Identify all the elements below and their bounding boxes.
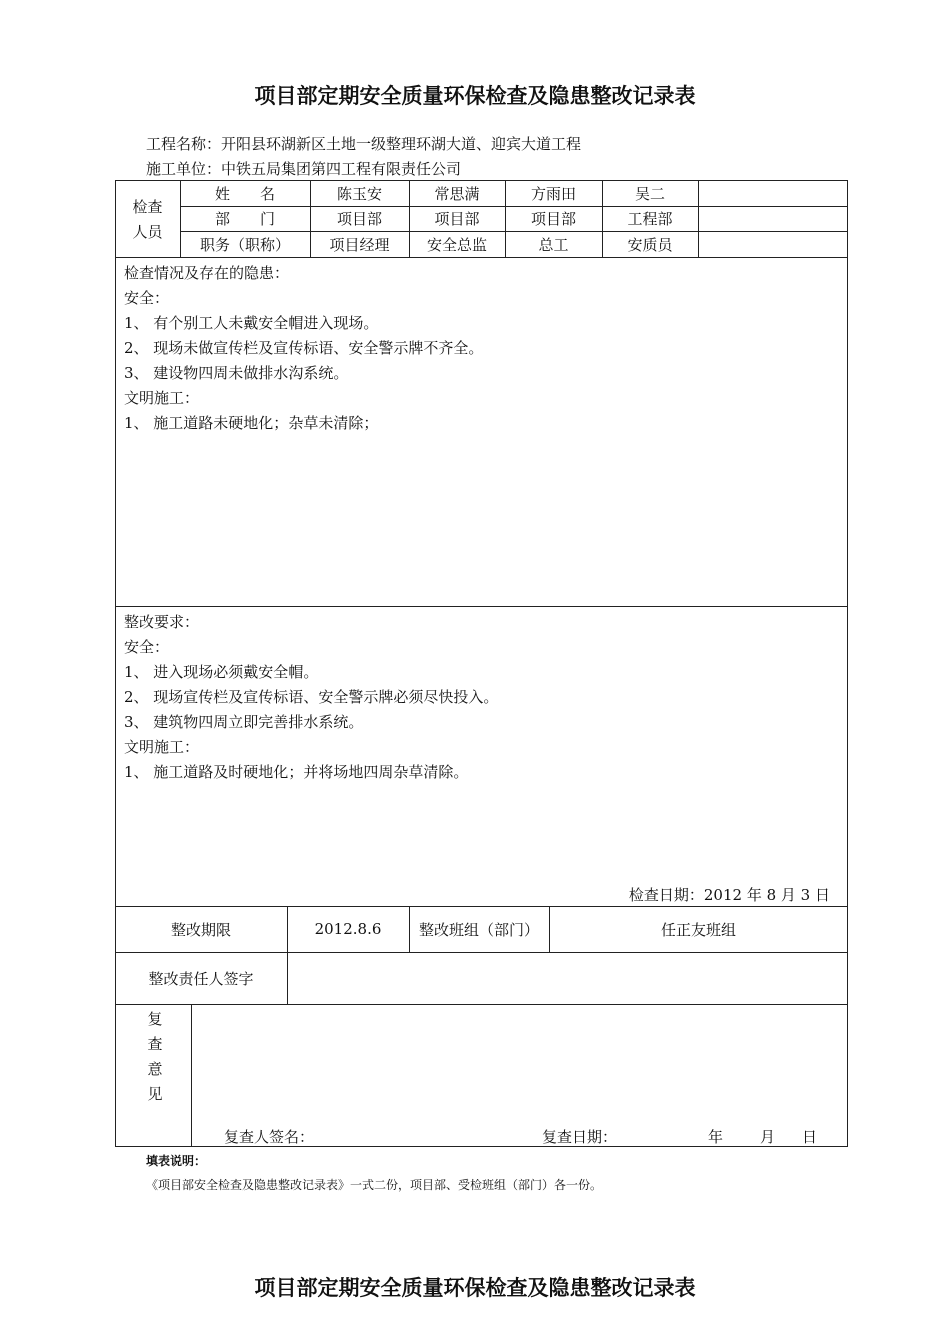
review-day-label: 日	[802, 1128, 818, 1146]
inspector-position	[698, 231, 848, 257]
inspector-name: 吴二	[634, 184, 665, 203]
findings-line: 1、 有个别工人未戴安全帽进入现场。	[124, 314, 379, 332]
requirements-line: 1、 施工道路及时硬地化；并将场地四周杂草清除。	[124, 763, 469, 781]
inspector-group-label-2: 人员	[132, 223, 163, 241]
construction-unit-value: 中铁五局集团第四工程有限责任公司	[221, 160, 462, 178]
findings-line: 文明施工：	[124, 389, 200, 407]
rule	[115, 606, 848, 607]
inspector-group-label-1: 检查	[132, 198, 163, 216]
requirements-line: 文明施工：	[124, 738, 200, 756]
requirements-line: 3、 建筑物四周立即完善排水系统。	[124, 713, 364, 731]
review-label-char: 意	[147, 1060, 163, 1078]
project-name-line	[146, 133, 581, 154]
inspector-name: 常思满	[434, 184, 480, 203]
page-title: 项目部定期安全质量环保检查及隐患整改记录表	[254, 84, 696, 108]
requirements-heading: 整改要求：	[124, 613, 200, 631]
rule	[115, 1004, 848, 1005]
inspector-department: 项目部	[530, 210, 576, 228]
notes-heading: 填表说明：	[146, 1154, 207, 1168]
inspector-department	[698, 206, 848, 231]
reviewer-signature-label: 复查人签名：	[224, 1128, 315, 1146]
requirements-line: 1、 进入现场必须戴安全帽。	[124, 663, 319, 681]
construction-unit-label: 施工单位：	[146, 160, 222, 178]
review-label-char: 查	[147, 1035, 163, 1053]
inspector-name	[698, 180, 848, 206]
deadline-label: 整改期限	[170, 920, 231, 939]
review-label-char: 复	[147, 1010, 163, 1028]
review-year-label: 年	[708, 1128, 724, 1146]
review-label-char: 见	[147, 1085, 163, 1103]
rule	[115, 257, 848, 258]
responsible-signature-label: 整改责任人签字	[148, 969, 254, 988]
inspector-position: 安质员	[627, 235, 673, 254]
project-name-label: 工程名称：	[146, 135, 222, 153]
next-page-title: 项目部定期安全质量环保检查及隐患整改记录表	[254, 1276, 696, 1300]
inspector-position: 总工	[538, 235, 569, 254]
findings-line: 2、 现场未做宣传栏及宣传标语、安全警示牌不齐全。	[124, 339, 484, 357]
position-row-label: 职务（职称）	[199, 235, 290, 254]
inspection-date: 检查日期：2012 年 8 月 3 日	[628, 886, 830, 904]
inspector-department: 项目部	[434, 210, 480, 228]
findings-line: 3、 建设物四周未做排水沟系统。	[124, 364, 349, 382]
project-name-value: 开阳县环湖新区土地一级整理环湖大道、迎宾大道工程	[221, 135, 582, 153]
deadline-value: 2012.8.6	[314, 920, 382, 938]
inspector-position: 安全总监	[426, 235, 487, 254]
review-date-label: 复查日期：	[542, 1128, 618, 1146]
rule	[191, 1004, 192, 1147]
team-label: 整改班组（部门）	[418, 920, 539, 939]
findings-heading: 检查情况及存在的隐患：	[124, 264, 290, 282]
name-row-label: 姓 名	[214, 184, 275, 203]
inspector-department: 项目部	[336, 210, 382, 228]
notes-text: 《项目部安全检查及隐患整改记录表》一式二份，项目部、受检班组（部门）各一份。	[146, 1178, 603, 1192]
findings-line: 1、 施工道路未硬地化；杂草未清除；	[124, 414, 379, 432]
requirements-line: 2、 现场宣传栏及宣传标语、安全警示牌必须尽快投入。	[124, 688, 499, 706]
findings-line: 安全：	[124, 289, 170, 307]
inspector-name: 陈玉安	[336, 184, 382, 203]
team-value: 任正友班组	[660, 920, 736, 939]
responsible-signature-field	[287, 952, 848, 1004]
inspector-position: 项目经理	[329, 235, 390, 254]
construction-unit-line	[146, 158, 461, 179]
inspector-name: 方雨田	[530, 184, 576, 203]
department-row-label: 部 门	[214, 210, 275, 228]
inspector-department: 工程部	[627, 210, 673, 228]
review-month-label: 月	[760, 1128, 776, 1146]
requirements-line: 安全：	[124, 638, 170, 656]
